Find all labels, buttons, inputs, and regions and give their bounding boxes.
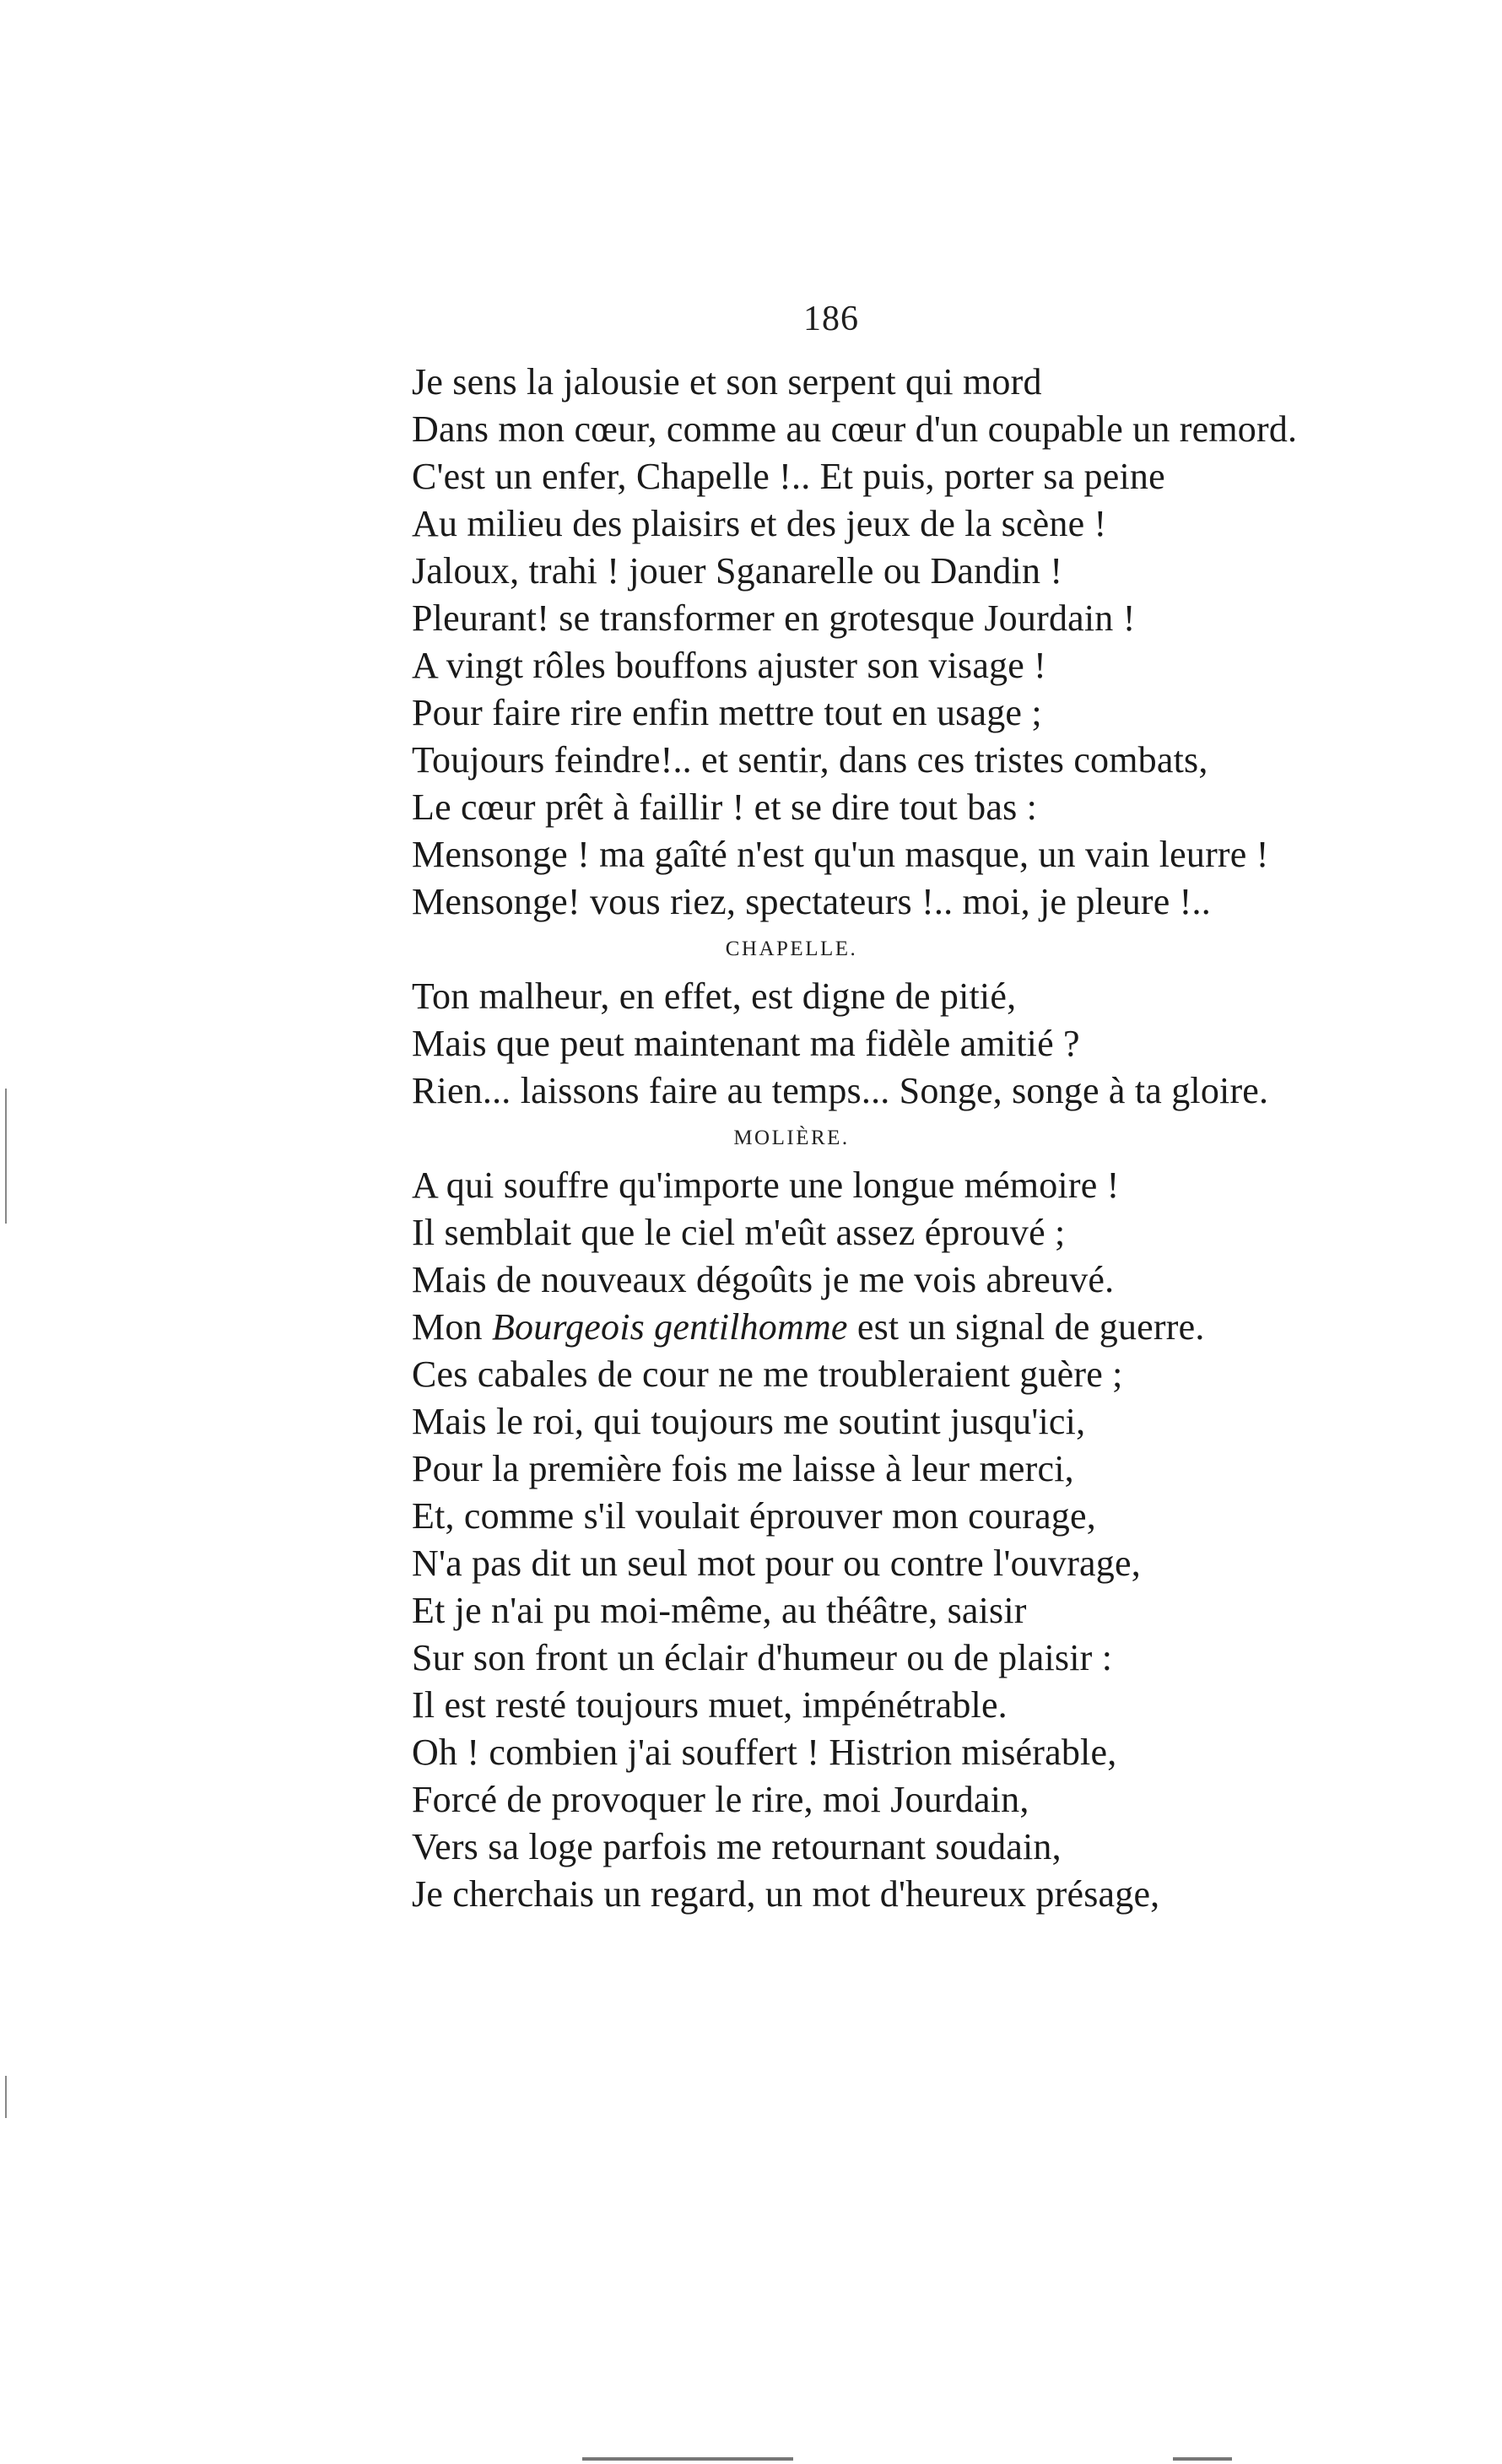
scan-artifact bbox=[1173, 2457, 1232, 2461]
verse-line: Rien... laissons faire au temps... Songe, songe à ta gloire. bbox=[412, 1070, 1269, 1111]
poem-text bbox=[412, 359, 1357, 1918]
verse-line: Je cherchais un regard, un mot d'heureux présage, bbox=[412, 1873, 1160, 1915]
scan-artifact bbox=[582, 2457, 793, 2461]
speaker-name: MOLIÈRE. bbox=[733, 1127, 850, 1149]
verse-line: Ton malheur, en effet, est digne de pitié, bbox=[412, 975, 1017, 1017]
page-number: 186 bbox=[803, 300, 859, 338]
verse-line: N'a pas dit un seul mot pour ou contre l'ouvrage, bbox=[412, 1543, 1141, 1584]
verse-line: Jaloux, trahi ! jouer Sganarelle ou Dandin ! bbox=[412, 550, 1063, 592]
verse-line: Oh ! combien j'ai souffert ! Histrion misérable, bbox=[412, 1732, 1117, 1773]
verse-line: Mensonge ! ma gaîté n'est qu'un masque, un vain leurre ! bbox=[412, 834, 1269, 875]
speaker-name: CHAPELLE. bbox=[725, 938, 858, 960]
verse-line: A qui souffre qu'importe une longue mémoire ! bbox=[412, 1164, 1120, 1206]
verse-line: Au milieu des plaisirs et des jeux de la scène ! bbox=[412, 503, 1107, 544]
work-title: Bourgeois gentilhomme bbox=[491, 1306, 848, 1348]
verse-line: Pleurant! se transformer en grotesque Jourdain ! bbox=[412, 597, 1136, 639]
verse-line: Pour la première fois me laisse à leur merci, bbox=[412, 1448, 1074, 1489]
scan-artifact bbox=[5, 1089, 7, 1224]
verse-line: Il semblait que le ciel m'eût assez éprouvé ; bbox=[412, 1212, 1066, 1253]
verse-line: Le cœur prêt à faillir ! et se dire tout bas : bbox=[412, 786, 1038, 828]
verse-line: Il est resté toujours muet, impénétrable. bbox=[412, 1684, 1008, 1726]
verse-line: Ces cabales de cour ne me troubleraient guère ; bbox=[412, 1354, 1123, 1395]
verse-line: Je sens la jalousie et son serpent qui mord bbox=[412, 361, 1042, 403]
verse-line: Mais de nouveaux dégoûts je me vois abreuvé. bbox=[412, 1259, 1115, 1300]
verse-line: C'est un enfer, Chapelle !.. Et puis, porter sa peine bbox=[412, 456, 1165, 497]
verse-line: Mais le roi, qui toujours me soutint jusqu'ici, bbox=[412, 1401, 1086, 1442]
verse-line: Et, comme s'il voulait éprouver mon courage, bbox=[412, 1495, 1096, 1537]
verse-line: Forcé de provoquer le rire, moi Jourdain, bbox=[412, 1779, 1029, 1820]
verse-line: A vingt rôles bouffons ajuster son visage ! bbox=[412, 645, 1047, 686]
verse-line bbox=[412, 1304, 1357, 1351]
verse-line: Mais que peut maintenant ma fidèle amitié ? bbox=[412, 1023, 1080, 1064]
verse-line: Sur son front un éclair d'humeur ou de plaisir : bbox=[412, 1637, 1113, 1678]
verse-line: Toujours feindre!.. et sentir, dans ces tristes combats, bbox=[412, 739, 1208, 781]
verse-line: Dans mon cœur, comme au cœur d'un coupable un remord. bbox=[412, 408, 1298, 450]
scan-artifact bbox=[5, 2076, 7, 2118]
verse-line: Vers sa loge parfois me retournant soudain, bbox=[412, 1826, 1062, 1867]
verse-line: Pour faire rire enfin mettre tout en usage ; bbox=[412, 692, 1042, 733]
verse-line: Et je n'ai pu moi-même, au théâtre, saisir bbox=[412, 1590, 1027, 1631]
verse-line: Mensonge! vous riez, spectateurs !.. moi, je pleure !.. bbox=[412, 881, 1211, 922]
verse-line-end: est un signal de guerre. bbox=[847, 1306, 1205, 1348]
verse-line-start: Mon bbox=[412, 1306, 492, 1348]
